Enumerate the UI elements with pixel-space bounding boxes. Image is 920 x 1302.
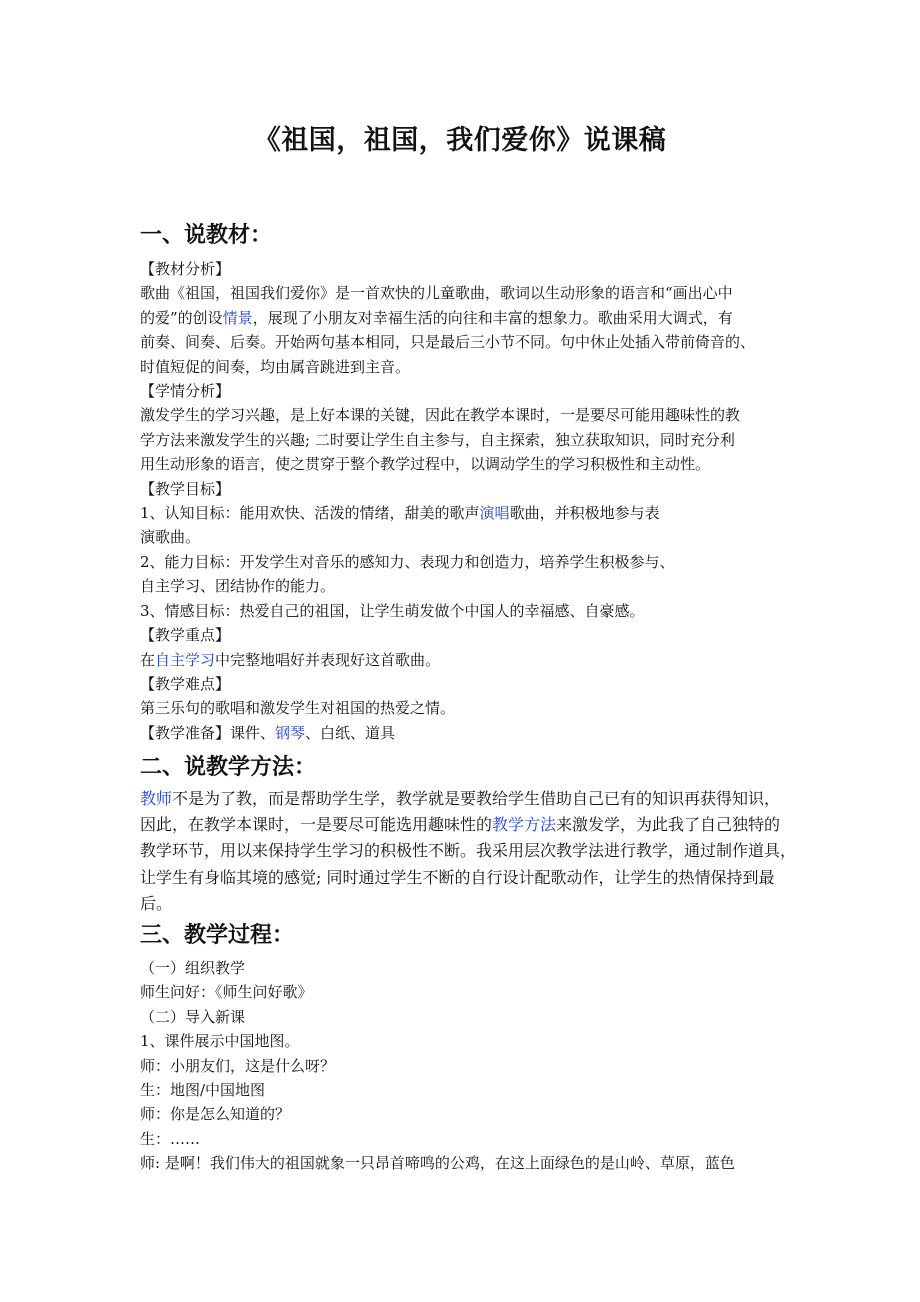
keyword-link[interactable]: 自主学习: [155, 650, 216, 669]
text-line: 歌曲《祖国，祖国我们爱你》是一首欢快的儿童歌曲，歌词以生动形象的语言和“画出心中: [140, 284, 733, 303]
text-line: 师: 是啊！我们伟大的祖国就象一只昂首啼鸣的公鸡，在这上面绿色的是山岭、草原，蓝色: [140, 1154, 735, 1173]
section-body-teaching-material: [140, 257, 790, 745]
text-line: 自主学习、团结协作的能力。: [140, 577, 336, 596]
section-heading-teaching-process: 三、教学过程：: [140, 922, 295, 948]
text-line: 【教学目标】: [140, 479, 231, 498]
line-text: 1、认知目标：能用欢快、活泼的情绪，甜美的歌声: [140, 504, 480, 523]
text-line: 演歌曲。: [140, 528, 201, 547]
section-body-teaching-method: [140, 786, 797, 917]
text-line: 【学情分析】: [140, 382, 231, 401]
keyword-link[interactable]: 钢琴: [275, 723, 306, 742]
line-text: 歌曲，并积极地参与表: [509, 504, 660, 523]
line-text: 来激发学，为此我了自己独特的: [556, 815, 781, 835]
text-line: [140, 306, 790, 330]
line-text: 中完整地唱好并表现好这首歌曲。: [215, 650, 441, 669]
text-line: 激发学生的学习兴趣，是上好本课的关键，因此在教学本课时，一是要尽可能用趣味性的教: [140, 406, 741, 425]
line-text: ，展现了小朋友对幸福生活的向往和丰富的想象力。歌曲采用大调式，有: [252, 308, 733, 327]
text-line: [140, 812, 790, 838]
text-line: 生：地图/中国地图: [140, 1081, 266, 1100]
text-line: 3、情感目标：热爱自己的祖国，让学生萌发做个中国人的幸福感、自豪感。: [140, 601, 645, 620]
text-line: 【教学重点】: [140, 626, 231, 645]
line-text: 【教学准备】课件、: [140, 723, 276, 742]
text-line: 1、课件展示中国地图。: [140, 1032, 300, 1051]
text-line: [140, 721, 790, 745]
text-line: 【教学难点】: [140, 674, 231, 693]
keyword-link[interactable]: 教学方法: [492, 815, 557, 835]
line-text: 、白纸、道具: [305, 723, 396, 742]
text-line: [140, 648, 790, 672]
text-line: 学方法来激发学生的兴趣; 二时要让学生自主参与，自主探索，独立获取知识，同时充分利: [140, 430, 735, 449]
text-line: 生：……: [140, 1129, 201, 1148]
text-line: 师：你是怎么知道的？: [140, 1105, 291, 1124]
text-line: 2、能力目标：开发学生对音乐的感知力、表现力和创造力，培养学生积极参与、: [140, 552, 675, 571]
text-line: 时值短促的间奏，均由属音跳进到主音。: [140, 357, 411, 376]
section-heading-teaching-material: 一、说教材：: [140, 222, 273, 248]
keyword-link[interactable]: 教师: [140, 789, 173, 808]
text-line: （二）导入新课: [140, 1007, 246, 1026]
text-line: 第三乐句的歌唱和激发学生对祖国的热爱之情。: [140, 699, 456, 718]
text-line: 用生动形象的语言，使之贯穿于整个教学过程中，以调动学生的学习积极性和主动性。: [140, 455, 711, 474]
text-line: [140, 786, 790, 812]
section-body-teaching-process: [140, 956, 790, 1176]
text-line: 【教材分析】: [140, 260, 231, 278]
text-line: 让学生有身临其境的感觉; 同时通过学生不断的自行设计配歌动作，让学生的热情保持到最: [140, 867, 775, 887]
line-text: 的爱”的创设: [140, 308, 223, 327]
keyword-link[interactable]: 演唱: [479, 504, 510, 523]
document-title: 《祖国，祖国，我们爱你》说课稿: [253, 125, 667, 156]
keyword-link[interactable]: 情景: [222, 308, 253, 327]
text-line: 后。: [140, 893, 173, 913]
text-line: （一）组织教学: [140, 959, 246, 977]
text-line: 前奏、间奏、后奏。开始两句基本相同，只是最后三小节不同。句中休止处插入带前倚音的、: [140, 333, 756, 352]
line-text: 在: [140, 650, 156, 669]
text-line: 教学环节，用以来保持学生学习的积极性不断。我采用层次教学法进行教学，通过制作道具，: [140, 841, 797, 861]
text-line: 师生问好：《师生问好歌》: [140, 983, 313, 1002]
text-line: 师：小朋友们，这是什么呀？: [140, 1056, 336, 1075]
text-line: [140, 501, 790, 525]
section-heading-teaching-method: 二、说教学方法：: [140, 754, 317, 780]
line-text: 因此，在教学本课时，一是要尽可能选用趣味性的: [140, 815, 493, 835]
line-text: 不是为了教，而是帮助学生学，教学就是要教给学生借助自己已有的知识再获得知识，: [172, 789, 781, 808]
